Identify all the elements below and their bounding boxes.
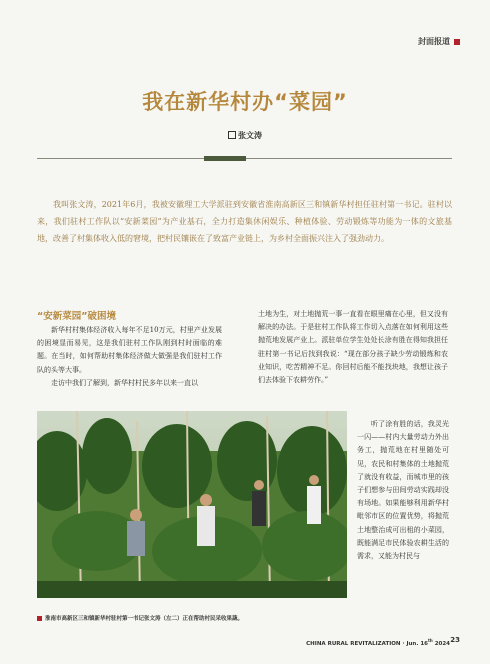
title-divider-accent	[204, 156, 246, 161]
body-paragraph: 听了涂有胜的话，我灵光一闪——村内大量劳动力外出务工，抛荒地在村里随处可见，农民和村集体的土地抛荒了就没有收益，而城市里的孩子们想参与田间劳动实践却没有场地。如果能够利用新华村毗邻市区的位置优势，将抛荒土地整治成可出租的小菜园，既能满足市民体验农耕生活的需求，又能为村民与	[357, 420, 449, 561]
section-square-icon	[454, 39, 460, 45]
farm-photo	[37, 411, 347, 598]
section-tag	[418, 36, 460, 47]
narrow-column	[357, 418, 449, 563]
footer-sup: th	[428, 638, 433, 643]
farm-photo-illustration	[37, 411, 347, 598]
section-tag-label: 封面报道	[418, 37, 450, 46]
page-number: 23	[450, 636, 460, 644]
footer-year: 2024	[434, 640, 450, 647]
body-paragraph: 土地为生，对土地抛荒一事一直看在眼里痛在心里，但又没有解决的办法。于是驻村工作队将工作切入点落在如何利用这些抛荒地发展产业上。派驻单位学生处处长涂有胜在得知我担任驻村第一书记后找到我说：“现在部分孩子缺少劳动锻炼和农业知识，吃苦精神不足。你回村后能不能找块地，我想让孩子们去体验下农耕劳作。”	[258, 310, 448, 385]
caption-text: 淮南市高新区三和镇新华村驻村第一书记张文涛（左二）正在帮助村民采收果蔬。	[45, 616, 244, 622]
right-column	[258, 308, 448, 387]
author-line	[0, 130, 490, 141]
lead-paragraph: 我叫张文涛，2021年6月，我被安徽理工大学派驻到安徽省淮南高新区三和镇新华村担任驻村第一书记。驻村以来，我们驻村工作队以“安新菜园”为产业基石，全力打造集休闲娱乐、种植体验、劳动锻炼等功能为一体的文旅基地，改善了村集体收入低的窘境，把村民镶嵌在了致富产业链上，为乡村全面振兴注入了强劲动力。	[37, 200, 452, 243]
body-paragraph: 新华村村集体经济收入每年不足10万元，村里产业发展的困境显而易见，这是我们驻村工作队刚到村时面临的难题。在当时，如何帮助村集体经济做大做强是我们驻村工作队的头等大事。	[37, 326, 222, 374]
body-paragraph: 走访中我们了解到，新华村村民多年以来一直以	[51, 378, 198, 387]
left-column	[37, 324, 222, 390]
footer-publication	[306, 638, 450, 647]
article-title: 我在新华村办“菜园”	[142, 90, 348, 114]
photo-caption	[37, 614, 243, 622]
caption-square-icon	[37, 616, 42, 621]
author-box-icon	[228, 131, 236, 139]
footer-text: CHINA RURAL REVITALIZATION · Jun. 16	[306, 640, 428, 647]
author-name: 张文涛	[238, 130, 262, 140]
subheading: “安新菜园”破困境	[37, 311, 116, 322]
